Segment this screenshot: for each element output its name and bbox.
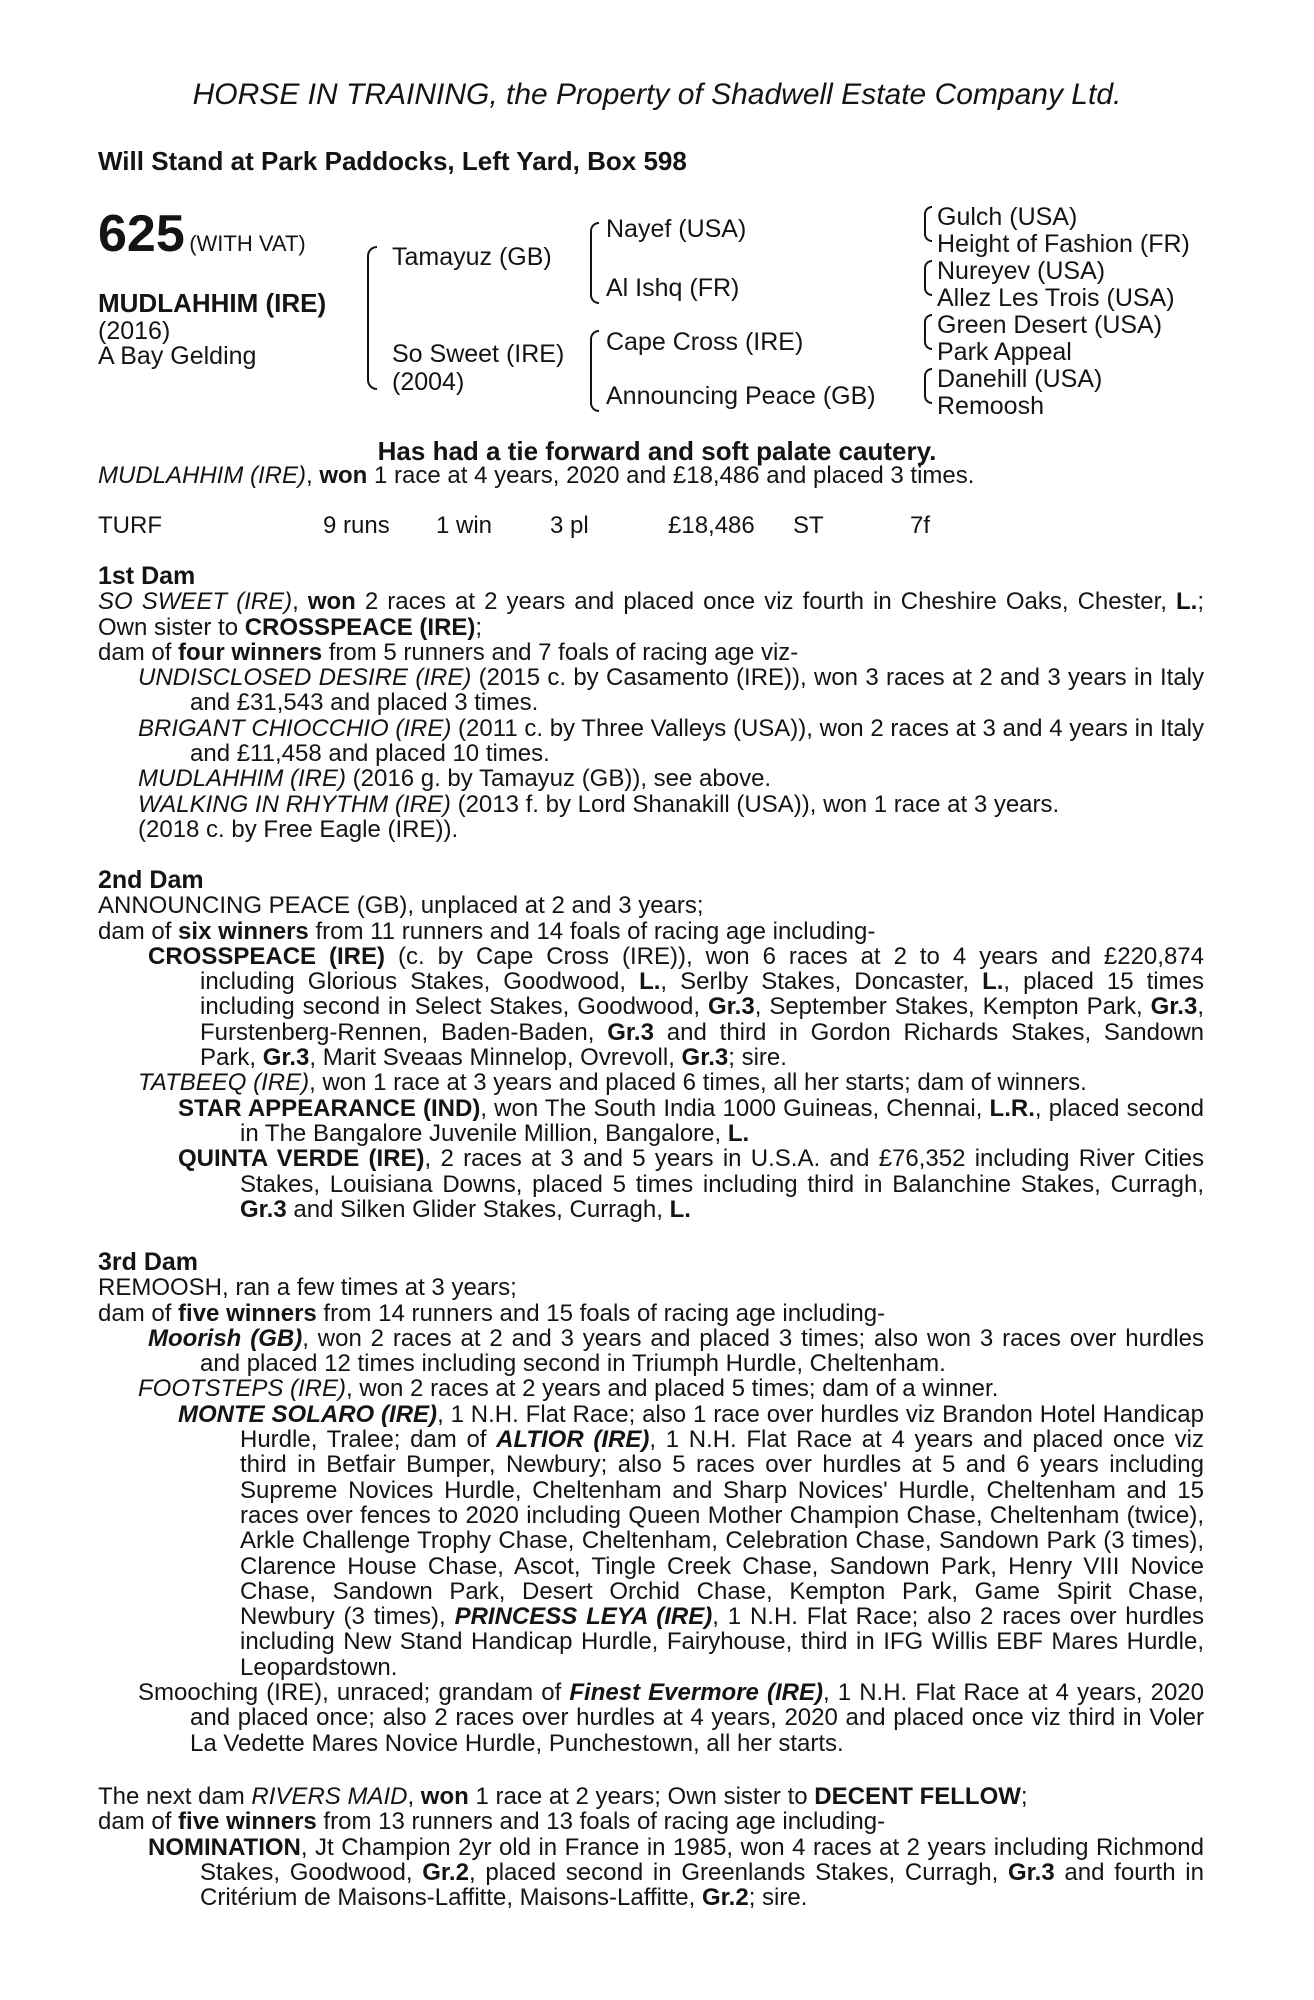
lot-number-line (98, 204, 306, 264)
text: , won 2 races at 2 years and placed 5 times; dam of a winner. (346, 1375, 999, 1403)
dam-record: ANNOUNCING PEACE (GB), unplaced at 2 and 3 years; (98, 892, 704, 920)
horse-year: (2016) (98, 317, 171, 345)
text: , Furstenberg-Rennen, Baden-Baden, (200, 993, 1204, 1046)
winners-count: five winners (178, 1808, 317, 1836)
listed-tag: L. (639, 968, 661, 996)
veterinary-note: Has had a tie forward and soft palate cautery. (377, 436, 937, 466)
sister-name: CROSSPEACE (IRE) (244, 613, 476, 641)
text: from 5 runners and 7 foals of racing age viz- (322, 638, 799, 666)
ggs-1: Gulch (USA) (937, 203, 1078, 231)
progeny-1 (98, 665, 1204, 716)
group-tag: Gr.3 (1008, 1858, 1055, 1886)
summary-name: MUDLAHHIM (IRE) (98, 462, 306, 489)
text: (2011 c. by Three Valleys (USA)), won 2 races at 3 and 4 years in Italy and £11,458 and placed 10 times. (190, 714, 1204, 768)
horse-name: MUDLAHHIM (IRE) (98, 288, 327, 318)
group-tag: Gr.2 (422, 1858, 469, 1886)
text: from 13 runners and 13 foals of racing age including- (316, 1808, 886, 1836)
text: (2015 c. by Casamento (IRE)), won 3 races at 2 and 3 years in Italy and £31,543 and placed 3 times. (190, 664, 1204, 717)
first-dam-section (98, 564, 1204, 842)
text: ; sire. (748, 1884, 808, 1912)
progeny-4 (98, 792, 1204, 817)
surface: TURF (98, 512, 162, 539)
group-tag: Gr.3 (708, 993, 755, 1021)
section-title: 2nd Dam (98, 866, 204, 894)
next-dam-section (98, 1784, 1204, 1910)
progeny-name: NOMINATION (148, 1833, 301, 1861)
dam: So Sweet (IRE) (392, 340, 565, 368)
progeny-name: Finest Evermore (IRE) (569, 1679, 823, 1707)
progeny-name: FOOTSTEPS (IRE) (138, 1375, 347, 1403)
progeny-star-appearance (98, 1096, 1204, 1147)
race-summary: MUDLAHHIM (IRE), won 1 race at 4 years, 2020 and £18,486 and placed 3 times. (98, 462, 975, 489)
sire-brace-top (590, 222, 599, 270)
sister-name: DECENT FELLOW (814, 1783, 1021, 1810)
listed-tag: L. (982, 968, 1004, 996)
text: and Silken Glider Stakes, Curragh, (286, 1195, 670, 1223)
dam-of-line (98, 919, 1204, 944)
dam-record: REMOOSH, ran a few times at 3 years; (98, 1274, 517, 1302)
group-tag: Gr.3 (607, 1018, 654, 1046)
text: , 2 races at 3 and 5 years in U.S.A. and £76,352 including River Cities Stakes, Louisiana Downs, placed 5 times including third in Balanchine Stakes, Curragh, (240, 1145, 1205, 1198)
progeny-tatbeeq (98, 1070, 1204, 1095)
text: , 1 N.H. Flat Race at 4 years, 2020 and placed once; also 2 races over hurdles at 4 years, 2020 and placed once viz third in Voler La Vedette Mares Novice Hurdle, Punchestown, all her starts. (190, 1679, 1204, 1757)
text: , won The South India 1000 Guineas, Chennai, (480, 1094, 990, 1122)
brace-r4b (924, 384, 932, 404)
progeny-name: CROSSPEACE (IRE) (148, 942, 386, 970)
summary-won: won (319, 462, 368, 489)
sire-brace-bottom (590, 268, 599, 304)
text: dam of (98, 917, 179, 945)
text: from 11 runners and 14 foals of racing age including- (308, 917, 876, 945)
sire: Tamayuz (GB) (392, 243, 552, 271)
progeny-quinta-verde (98, 1146, 1204, 1222)
text: , placed 15 times including second in Select Stakes, Goodwood, (200, 968, 1204, 1021)
group-tag: Gr.3 (262, 1044, 310, 1072)
progeny-smooching (98, 1680, 1204, 1756)
text: Smooching (IRE), unraced; grandam of (138, 1679, 570, 1707)
text: and third in Gordon Richards Stakes, Sandown Park, (200, 1018, 1205, 1072)
progeny-2 (98, 716, 1204, 767)
ggs-8: Remoosh (937, 392, 1044, 420)
text: ; Own sister to (98, 588, 1205, 641)
section-title: 1st Dam (98, 562, 196, 590)
text: , won 1 race at 3 years and placed 6 times, all her starts; dam of winners. (309, 1069, 1087, 1097)
winners-count: six winners (178, 917, 309, 945)
sire-dam: Al Ishq (FR) (606, 274, 740, 302)
pedigree-brace-bottom (367, 302, 377, 390)
lot-number: 625 (98, 205, 185, 263)
text: dam of (98, 638, 179, 666)
pedigree-brace-top (367, 246, 377, 304)
wins: 1 win (436, 512, 493, 539)
summary-text: 1 race at 4 years, 2020 and £18,486 and placed 3 times. (367, 462, 975, 489)
vat-note: (WITH VAT) (189, 231, 306, 256)
ggs-5: Green Desert (USA) (937, 311, 1163, 339)
text: 2 races at 2 years and placed once viz fourth in Cheshire Oaks, Chester, (355, 588, 1177, 616)
text: , Serlby Stakes, Doncaster, (660, 968, 983, 996)
third-dam-section (98, 1250, 1204, 1756)
progeny-moorish (98, 1326, 1204, 1377)
winners-count: five winners (178, 1299, 317, 1327)
listed-tag: L. (669, 1195, 691, 1223)
ggs-6: Park Appeal (937, 338, 1072, 366)
ggs-7: Danehill (USA) (937, 365, 1103, 393)
progeny-name: MUDLAHHIM (IRE) (138, 765, 346, 793)
dam-of-line (98, 640, 1204, 665)
text: , 1 N.H. Flat Race; also 1 race over hurdles viz Brandon Hotel Handicap Hurdle, Tralee; dam of (240, 1400, 1205, 1454)
text: (c. by Cape Cross (IRE)), won 6 races at 2 to 4 years and £220,874 including Glorious Stakes, Goodwood, (200, 942, 1204, 996)
ggs-4: Allez Les Trois (USA) (937, 284, 1175, 312)
dam-name: SO SWEET (IRE) (98, 588, 293, 616)
progeny-name: MONTE SOLARO (IRE) (178, 1400, 438, 1428)
distance: 7f (910, 512, 931, 539)
listed-tag: L. (727, 1119, 750, 1147)
text: , placed second in Greenlands Stakes, Curragh, (468, 1858, 1008, 1886)
text: , Marit Sveaas Minnelop, Ovrevoll, (309, 1044, 682, 1072)
text: dam of (98, 1808, 179, 1836)
catalogue-header: HORSE IN TRAINING, the Property of Shadwell Estate Company Ltd. (192, 78, 1122, 111)
earnings: £18,486 (668, 512, 755, 539)
progeny-name: PRINCESS LEYA (IRE) (454, 1603, 713, 1631)
horse-description: A Bay Gelding (98, 342, 257, 370)
group-tag: Gr.2 (701, 1884, 749, 1912)
listed-tag: L.R. (989, 1094, 1035, 1122)
progeny-name: WALKING IN RHYTHM (IRE) (138, 790, 451, 818)
progeny-monte-solaro (98, 1402, 1204, 1680)
text: ; sire. (728, 1044, 787, 1072)
text: (2013 f. by Lord Shanakill (USA)), won 1 race at 3 years. (450, 790, 1060, 818)
ggs-2: Height of Fashion (FR) (937, 230, 1190, 258)
text: from 14 runners and 15 foals of racing age including- (316, 1299, 886, 1327)
text: dam of (98, 1299, 179, 1327)
dam-record: SO SWEET (IRE), won 2 races at 2 years and placed once viz fourth in Cheshire Oaks, Chester, L.; Own sister to CROSSPEACE (IRE); (98, 588, 1205, 641)
progeny-footsteps (98, 1376, 1204, 1401)
dam-dam: Announcing Peace (GB) (606, 382, 876, 410)
text: , won 2 races at 2 and 3 years and placed 3 times; also won 3 races over hurdles and placed 12 times including second in Triumph Hurdle, Cheltenham. (200, 1324, 1204, 1378)
progeny-name: QUINTA VERDE (IRE) (178, 1145, 425, 1173)
text: , September Stakes, Kempton Park, (754, 993, 1151, 1021)
dam-of-line (98, 1301, 1204, 1326)
listed-tag: L. (1176, 588, 1198, 616)
section-title: 3rd Dam (98, 1248, 199, 1276)
brace-r2b (924, 276, 932, 296)
text: ; (1020, 1783, 1028, 1810)
text: , Jt Champion 2yr old in France in 1985, won 4 races at 2 years including Richmond Stakes, Goodwood, (200, 1833, 1204, 1886)
progeny-3 (98, 766, 1204, 791)
dam-brace-top (590, 330, 599, 372)
group-tag: Gr.3 (240, 1195, 287, 1223)
progeny-name: STAR APPEARANCE (IND) (178, 1094, 481, 1122)
second-dam-section (98, 868, 1204, 1222)
group-tag: Gr.3 (681, 1044, 729, 1072)
progeny-crosspeace (98, 944, 1204, 1070)
brace-r1b (924, 222, 932, 242)
progeny-name: BRIGANT CHIOCCHIO (IRE) (138, 714, 452, 742)
text: , placed second in The Bangalore Juvenile Million, Bangalore, (240, 1094, 1204, 1147)
dam-of-line (98, 1809, 1204, 1834)
text: (2016 g. by Tamayuz (GB)), see above. (346, 765, 772, 793)
progeny-name: Moorish (GB) (148, 1324, 303, 1352)
text: 1 race at 2 years; Own sister to (468, 1783, 815, 1810)
next-dam-record: The next dam RIVERS MAID, won 1 race at 2 years; Own sister to DECENT FELLOW; (98, 1783, 1028, 1810)
text: ; (475, 613, 483, 641)
progeny-name: UNDISCLOSED DESIRE (IRE) (138, 664, 472, 692)
progeny-name: TATBEEQ (IRE) (138, 1069, 310, 1097)
dam-sire: Cape Cross (IRE) (606, 328, 804, 356)
text: The next dam (98, 1783, 252, 1810)
runs: 9 runs (323, 512, 390, 539)
progeny-name: ALTIOR (IRE) (496, 1426, 650, 1454)
stand-location: Will Stand at Park Paddocks, Left Yard, Box 598 (98, 146, 687, 176)
progeny-5: (2018 c. by Free Eagle (IRE)). (138, 815, 459, 843)
progeny-nomination (98, 1835, 1204, 1911)
placed: 3 pl (550, 512, 589, 539)
text: , 1 N.H. Flat Race at 4 years and placed once viz third in Betfair Bumper, Newbury; also 5 races over hurdles at 5 and 6 years including Supreme Novices Hurdle, Cheltenham and Sharp Novices' Hurdle, Cheltenham and 15 races over fences to 2020 including Queen Mother Champion Chase, Cheltenham (twice), Arkle Challenge Trophy Chase, Cheltenham, Celebration Chase, Sandown Park (3 times), Clarence House Chase, Ascot, Tingle Creek Chase, Sandown Park, Henry VIII Novice Chase, Sandown Park, Desert Orchid Chase, Kempton Park, Game Spirit Chase, Newbury (3 times), (240, 1426, 1205, 1631)
sire-sire: Nayef (USA) (606, 215, 747, 243)
text: , 1 N.H. Flat Race; also 2 races over hurdles including New Stand Handicap Hurdle, Fairyhouse, third in IFG Willis EBF Mares Hurdle, Leopardstown. (240, 1603, 1204, 1681)
won-label: won (307, 588, 356, 616)
brace-r3b (924, 330, 932, 350)
text: and fourth in Critérium de Maisons-Laffitte, Maisons-Laffitte, (200, 1858, 1204, 1912)
winners-count: four winners (178, 638, 323, 666)
won-label: won (420, 1783, 469, 1810)
group-tag: Gr.3 (1150, 993, 1198, 1021)
dam-year: (2004) (392, 368, 465, 396)
ggs-3: Nureyev (USA) (937, 257, 1106, 285)
going: ST (793, 512, 824, 539)
dam-name: RIVERS MAID (251, 1783, 408, 1810)
dam-brace-bottom (590, 370, 599, 412)
